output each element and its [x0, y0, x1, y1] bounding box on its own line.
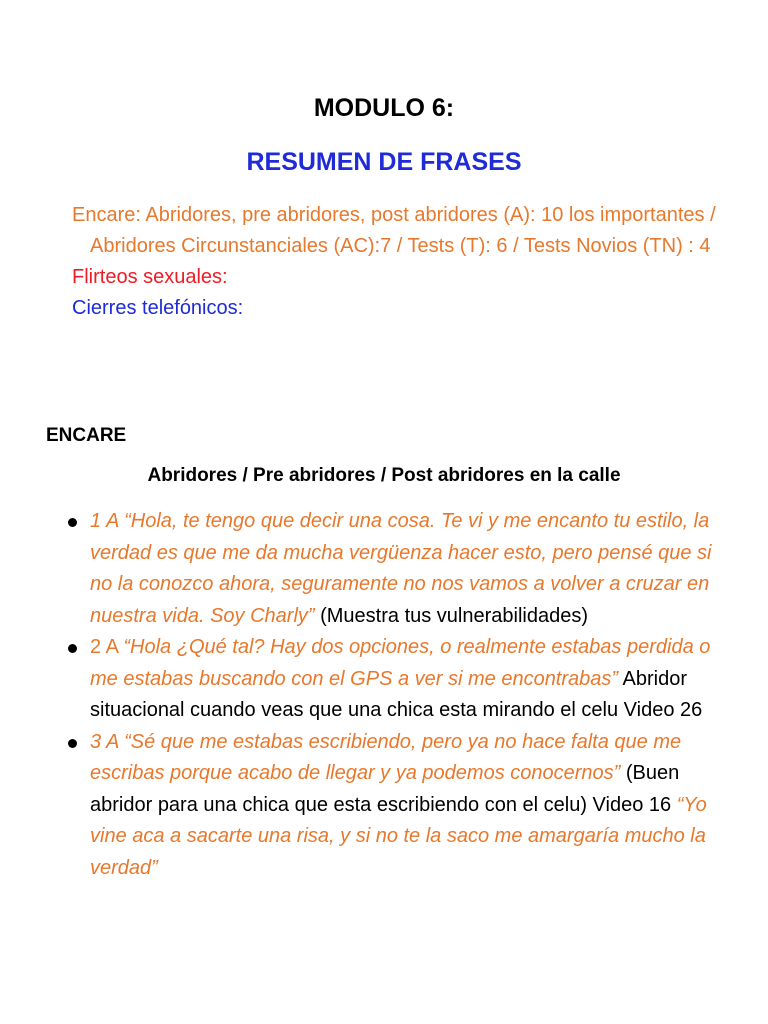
item-note: (Muestra tus vulnerabilidades) [314, 604, 589, 627]
section-heading: ENCARE [46, 425, 127, 446]
summary-block [72, 200, 722, 324]
page-title: MODULO 6: [313, 94, 455, 122]
item-quote: “Hola, te tengo que decir una cosa. Te vi y me encanto tu estilo, la verdad es que me da mucha vergüenza hacer esto, pero pensé que si no la conozco ahora, seguramente no nos vamos a volver a cruzar en nuestra vida. Soy Charly” [90, 510, 712, 627]
summary-encare: Encare: Abridores, pre abridores, post abridores (A): 10 los importantes / Abridores Circunstanciales (AC):7 / Tests (T): 6 / Tests Novios (TN) : 4 [72, 204, 716, 257]
item-note: (Buen abridor para una chica que esta escribiendo con el celu) Video 16 [90, 762, 680, 816]
item-note: Abridor situacional cuando veas que una chica esta mirando el celu Video 26 [90, 667, 703, 721]
item-quote: “Hola ¿Qué tal? Hay dos opciones, o realmente estabas perdida o me estabas buscando con el GPS a ver si me encontrabas” [90, 636, 711, 690]
list-item [64, 632, 728, 727]
page-subtitle: RESUMEN DE FRASES [246, 148, 522, 176]
summary-flirteos: Flirteos sexuales: [72, 266, 228, 288]
summary-cierres: Cierres telefónicos: [72, 297, 244, 319]
item-number: 3 A [90, 730, 125, 753]
bullet-icon [68, 739, 77, 748]
item-number: 2 A [90, 636, 124, 658]
list-item [64, 506, 728, 632]
item-quote-extra: “Yo vine aca a sacarte una risa, y si no te la saco me amargaría mucho la verdad” [90, 793, 707, 879]
item-quote: “Sé que me estabas escribiendo, pero ya no hace falta que me escribas porque acabo de llegar y ya podemos conocernos” [90, 730, 682, 784]
list-item [64, 727, 728, 885]
bullet-icon [68, 644, 77, 653]
phrase-list [64, 506, 728, 884]
subsection-heading: Abridores / Pre abridores / Post abridores en la calle [147, 465, 621, 486]
item-number: 1 A [90, 510, 125, 532]
bullet-icon [68, 518, 77, 527]
